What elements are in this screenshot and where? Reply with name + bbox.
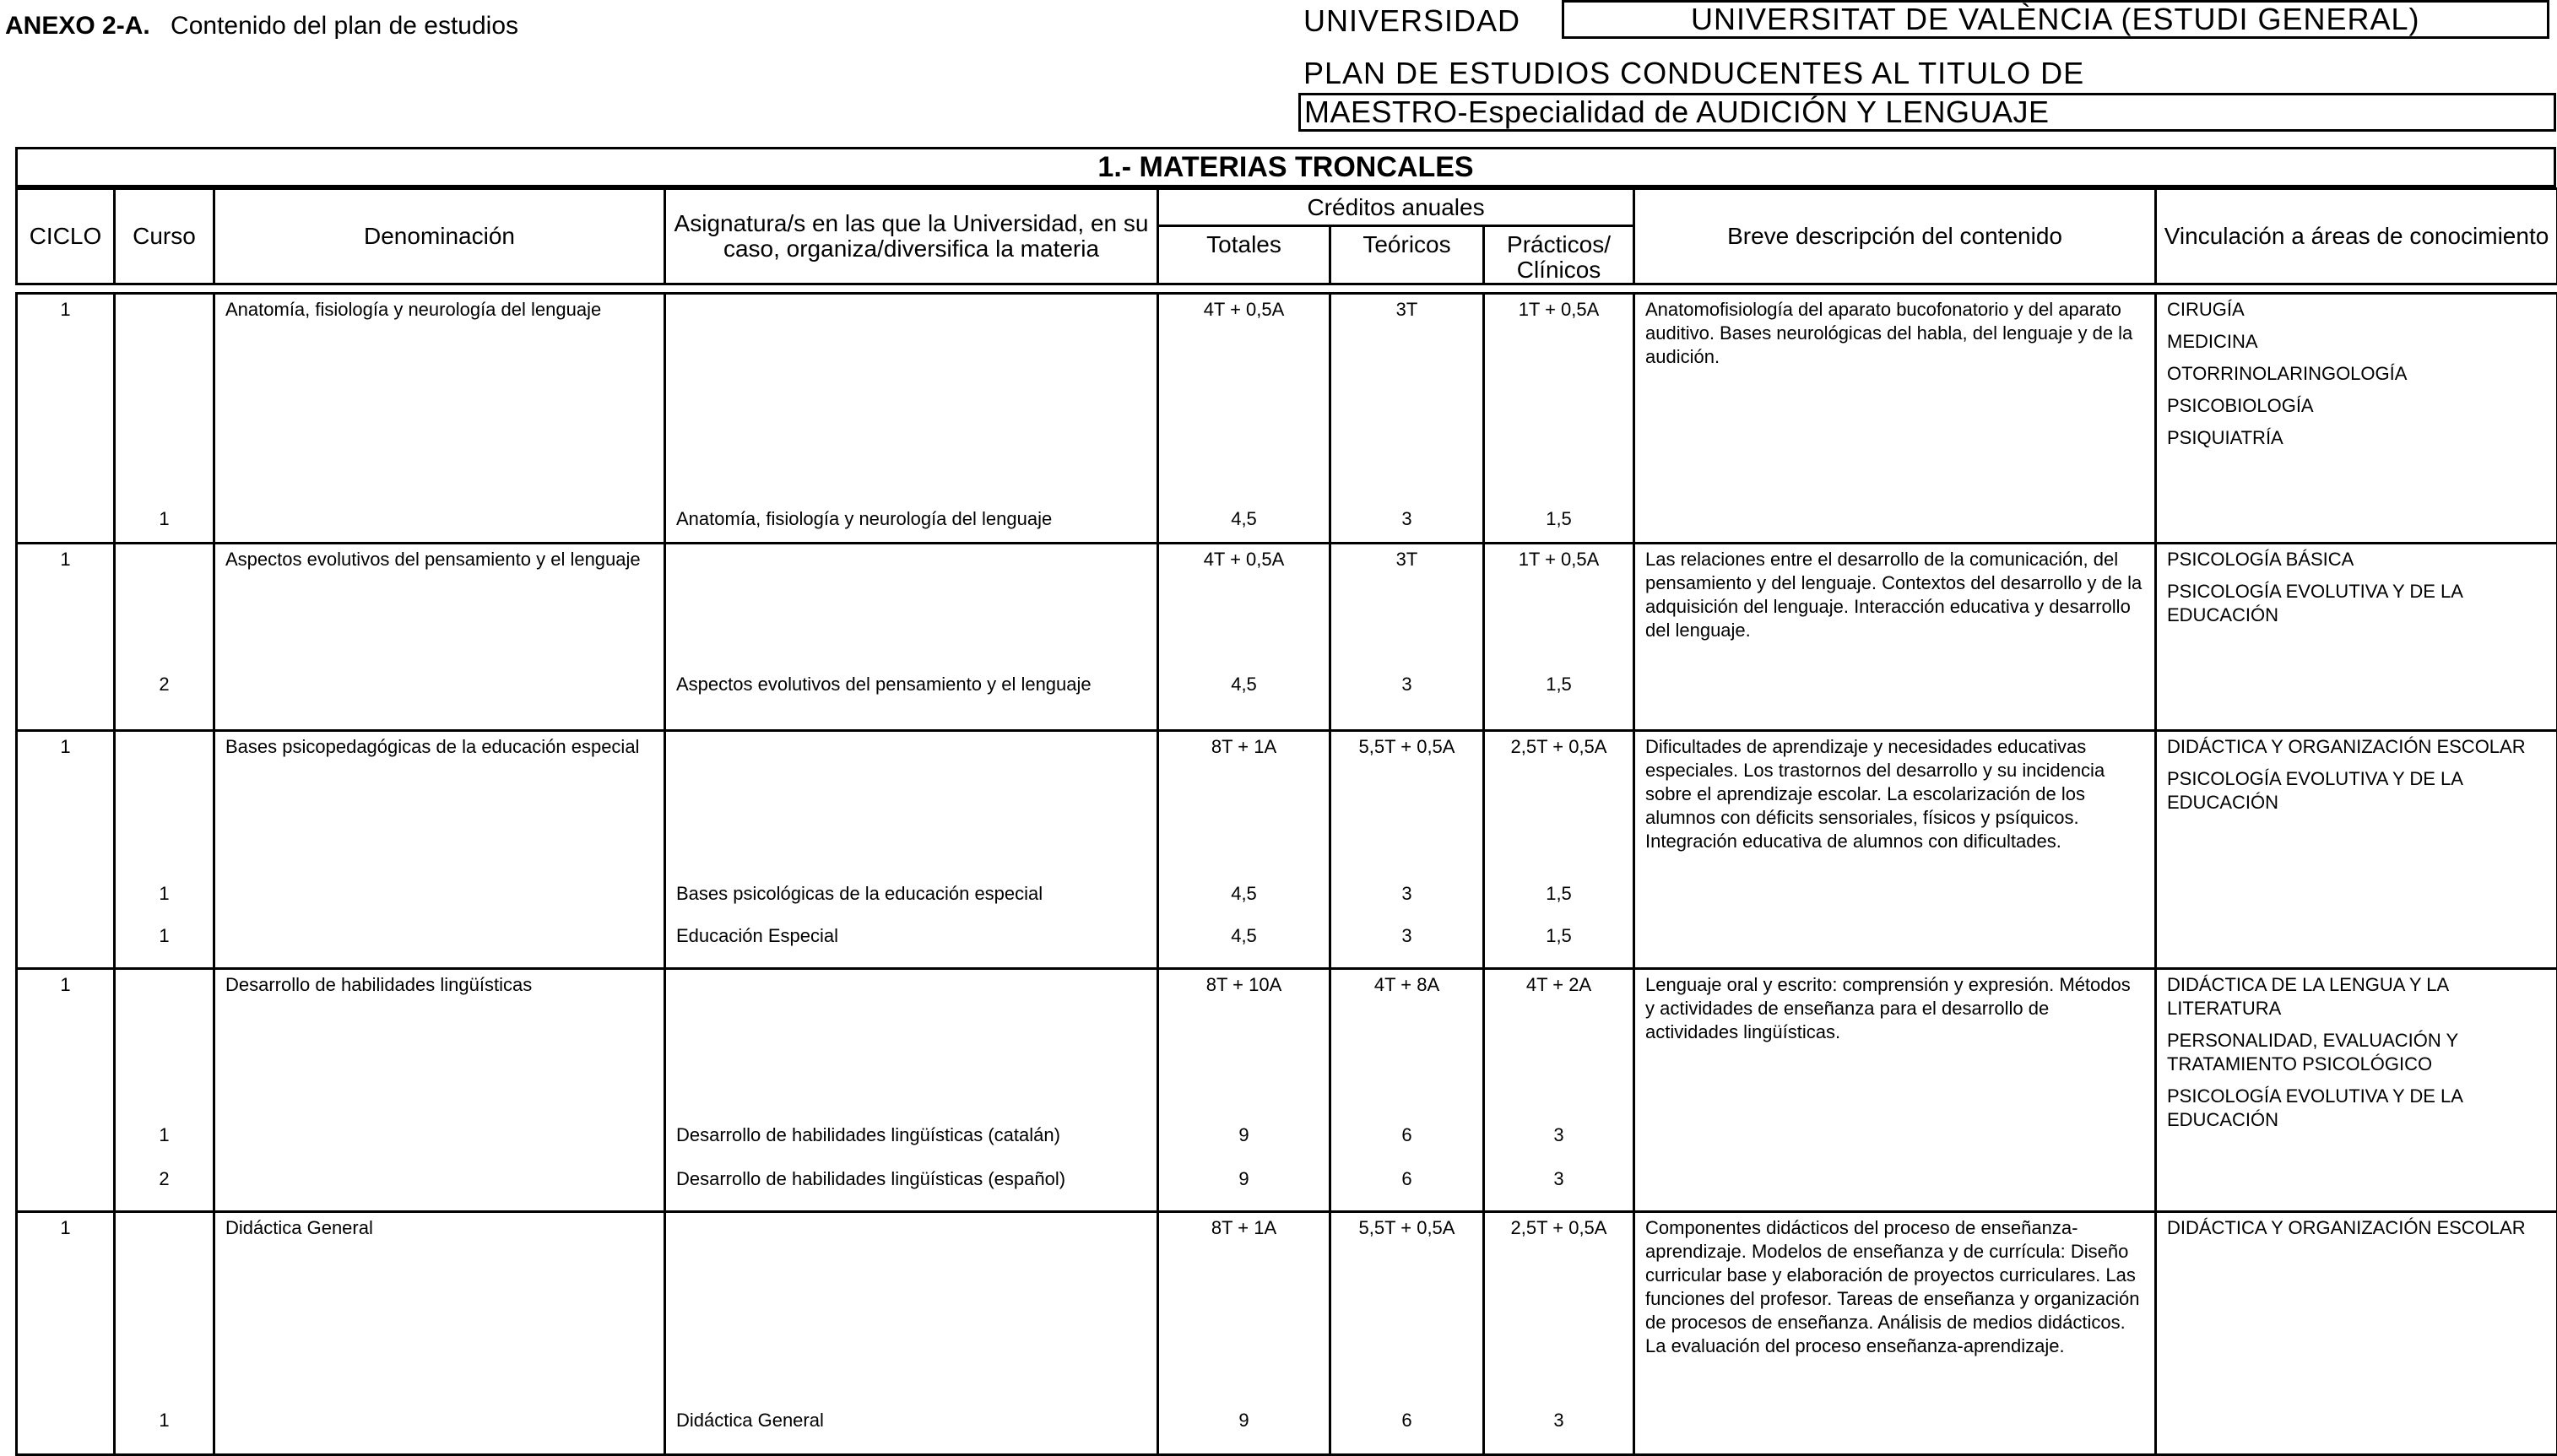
denominacion-cell: Anatomía, fisiología y neurología del lenguaje: [214, 294, 665, 544]
asignatura-nombre: Educación Especial: [676, 924, 1150, 948]
denominacion-cell: Didáctica General: [214, 1212, 665, 1455]
asignatura-curso: 1: [116, 1409, 213, 1432]
denominacion-cell: Aspectos evolutivos del pensamiento y el lenguaje: [214, 544, 665, 731]
teoricos-cell: [1330, 1212, 1484, 1455]
materia-teoricos: 5,5T + 0,5A: [1331, 735, 1482, 759]
materia-row: [17, 544, 2557, 731]
area-item: PSICOLOGÍA BÁSICA: [2167, 548, 2556, 571]
materia-practicos: 2,5T + 0,5A: [1485, 735, 1633, 759]
university-label: UNIVERSIDAD: [1303, 3, 1520, 39]
curso-cell: [115, 294, 214, 544]
areas-cell: [2156, 1212, 2557, 1455]
areas-cell: [2156, 731, 2557, 969]
asignatura-totales: 9: [1159, 1409, 1329, 1432]
practicos-cell: [1484, 969, 1634, 1212]
curso-cell: [115, 731, 214, 969]
asignaturas-cell: [665, 294, 1158, 544]
asignatura-nombre: Aspectos evolutivos del pensamiento y el lenguaje: [676, 673, 1150, 696]
asignatura-curso: 1: [116, 924, 213, 948]
col-creditos: Créditos anuales: [1158, 189, 1634, 226]
asignatura-teoricos: 3: [1331, 507, 1482, 531]
totales-cell: [1158, 969, 1330, 1212]
practicos-cell: [1484, 294, 1634, 544]
asignaturas-cell: [665, 731, 1158, 969]
materia-teoricos: 3T: [1331, 548, 1482, 571]
area-item: DIDÁCTICA Y ORGANIZACIÓN ESCOLAR: [2167, 735, 2556, 759]
materia-teoricos: 3T: [1331, 298, 1482, 322]
materia-totales: 8T + 1A: [1159, 1216, 1329, 1240]
area-item: OTORRINOLARINGOLOGÍA: [2167, 362, 2556, 386]
asignatura-teoricos: 3: [1331, 924, 1482, 948]
area-item: CIRUGÍA: [2167, 298, 2556, 322]
area-item: PSICOBIOLOGÍA: [2167, 394, 2556, 418]
materia-row: [17, 1212, 2557, 1455]
totales-cell: [1158, 294, 1330, 544]
area-item: PSICOLOGÍA EVOLUTIVA Y DE LA EDUCACIÓN: [2167, 1085, 2556, 1132]
area-item: PSICOLOGÍA EVOLUTIVA Y DE LA EDUCACIÓN: [2167, 580, 2556, 627]
denominacion-cell: Desarrollo de habilidades lingüísticas: [214, 969, 665, 1212]
ciclo-cell: 1: [17, 544, 115, 731]
descripcion-cell: Las relaciones entre el desarrollo de la comunicación, del pensamiento y del lenguaje. Contextos del desarrollo y de la adquisición del lenguaje. Interacción educativa y desarrollo del lenguaje.: [1634, 544, 2156, 731]
materia-totales: 8T + 1A: [1159, 735, 1329, 759]
materia-row: [17, 969, 2557, 1212]
ciclo-cell: 1: [17, 294, 115, 544]
asignatura-totales: 9: [1159, 1167, 1329, 1191]
materia-practicos: 1T + 0,5A: [1485, 548, 1633, 571]
asignatura-nombre: Anatomía, fisiología y neurología del lenguaje: [676, 507, 1150, 531]
asignatura-curso: 2: [116, 673, 213, 696]
area-item: MEDICINA: [2167, 330, 2556, 354]
materia-row: [17, 294, 2557, 544]
curso-cell: [115, 1212, 214, 1455]
asignatura-curso: 1: [116, 1123, 213, 1147]
materia-totales: 4T + 0,5A: [1159, 548, 1329, 571]
section-title: 1.- MATERIAS TRONCALES: [15, 147, 2556, 187]
col-asignaturas: Asignatura/s en las que la Universidad, en su caso, organiza/diversifica la materia: [665, 189, 1158, 284]
teoricos-cell: [1330, 544, 1484, 731]
materia-practicos: 1T + 0,5A: [1485, 298, 1633, 322]
asignaturas-cell: [665, 969, 1158, 1212]
asignatura-teoricos: 3: [1331, 882, 1482, 906]
descripcion-cell: Dificultades de aprendizaje y necesidades educativas especiales. Los trastornos del desarrollo y su incidencia sobre el aprendizaje escolar. La escolarización de los alumnos con déficits sensoriales, físicos y psíquicos. Integración educativa de alumnos con dificultades.: [1634, 731, 2156, 969]
column-header-table: [15, 187, 2557, 285]
asignaturas-cell: [665, 1212, 1158, 1455]
asignatura-nombre: Desarrollo de habilidades lingüísticas (español): [676, 1167, 1150, 1191]
asignatura-totales: 9: [1159, 1123, 1329, 1147]
materia-teoricos: 5,5T + 0,5A: [1331, 1216, 1482, 1240]
annex-label: ANEXO 2-A.: [5, 12, 150, 40]
materia-row: [17, 731, 2557, 969]
curso-cell: [115, 969, 214, 1212]
materia-practicos: 4T + 2A: [1485, 973, 1633, 997]
asignatura-practicos: 3: [1485, 1409, 1633, 1432]
descripcion-cell: Lenguaje oral y escrito: comprensión y expresión. Métodos y actividades de enseñanza para el desarrollo de actividades lingüísticas.: [1634, 969, 2156, 1212]
col-totales: Totales: [1158, 226, 1330, 284]
teoricos-cell: [1330, 731, 1484, 969]
asignatura-practicos: 1,5: [1485, 673, 1633, 696]
materias-table: [15, 292, 2557, 1456]
ciclo-cell: 1: [17, 731, 115, 969]
col-denominacion: Denominación: [214, 189, 665, 284]
asignatura-teoricos: 6: [1331, 1167, 1482, 1191]
teoricos-cell: [1330, 969, 1484, 1212]
asignatura-practicos: 3: [1485, 1123, 1633, 1147]
annex-heading: [5, 12, 518, 41]
descripcion-cell: Componentes didácticos del proceso de enseñanza-aprendizaje. Modelos de enseñanza y de currícula: Diseño curricular base y elaboración de proyectos curriculares. Las funciones del profesor. Tareas de enseñanza y organización de procesos de enseñanza. Análisis de medios didácticos. La evaluación del proceso enseñanza-aprendizaje.: [1634, 1212, 2156, 1455]
asignatura-nombre: Bases psicológicas de la educación especial: [676, 882, 1150, 906]
denominacion-cell: Bases psicopedagógicas de la educación especial: [214, 731, 665, 969]
asignatura-practicos: 3: [1485, 1167, 1633, 1191]
asignatura-teoricos: 3: [1331, 673, 1482, 696]
asignatura-curso: 2: [116, 1167, 213, 1191]
practicos-cell: [1484, 1212, 1634, 1455]
materia-totales: 4T + 0,5A: [1159, 298, 1329, 322]
asignatura-totales: 4,5: [1159, 882, 1329, 906]
totales-cell: [1158, 1212, 1330, 1455]
areas-cell: [2156, 544, 2557, 731]
area-item: PSICOLOGÍA EVOLUTIVA Y DE LA EDUCACIÓN: [2167, 767, 2556, 815]
asignatura-practicos: 1,5: [1485, 924, 1633, 948]
asignatura-practicos: 1,5: [1485, 507, 1633, 531]
asignatura-teoricos: 6: [1331, 1123, 1482, 1147]
ciclo-cell: 1: [17, 1212, 115, 1455]
col-descripcion: Breve descripción del contenido: [1634, 189, 2156, 284]
col-practicos: Prácticos/ Clínicos: [1484, 226, 1634, 284]
practicos-cell: [1484, 544, 1634, 731]
asignatura-nombre: Desarrollo de habilidades lingüísticas (catalán): [676, 1123, 1150, 1147]
practicos-cell: [1484, 731, 1634, 969]
totales-cell: [1158, 544, 1330, 731]
materia-practicos: 2,5T + 0,5A: [1485, 1216, 1633, 1240]
asignaturas-cell: [665, 544, 1158, 731]
annex-text: Contenido del plan de estudios: [171, 12, 518, 40]
asignatura-teoricos: 6: [1331, 1409, 1482, 1432]
area-item: PSIQUIATRÍA: [2167, 426, 2556, 450]
materia-totales: 8T + 10A: [1159, 973, 1329, 997]
teoricos-cell: [1330, 294, 1484, 544]
col-teoricos: Teóricos: [1330, 226, 1484, 284]
asignatura-curso: 1: [116, 507, 213, 531]
curso-cell: [115, 544, 214, 731]
plan-label: PLAN DE ESTUDIOS CONDUCENTES AL TITULO DE: [1303, 56, 2084, 91]
degree-title: MAESTRO-Especialidad de AUDICIÓN Y LENGUAJE: [1298, 93, 2556, 132]
totales-cell: [1158, 731, 1330, 969]
asignatura-curso: 1: [116, 882, 213, 906]
university-name: UNIVERSITAT DE VALÈNCIA (ESTUDI GENERAL): [1562, 0, 2549, 39]
materia-teoricos: 4T + 8A: [1331, 973, 1482, 997]
area-item: DIDÁCTICA Y ORGANIZACIÓN ESCOLAR: [2167, 1216, 2556, 1240]
asignatura-totales: 4,5: [1159, 673, 1329, 696]
col-areas: Vinculación a áreas de conocimiento: [2156, 189, 2557, 284]
ciclo-cell: 1: [17, 969, 115, 1212]
asignatura-totales: 4,5: [1159, 924, 1329, 948]
asignatura-nombre: Didáctica General: [676, 1409, 1150, 1432]
asignatura-practicos: 1,5: [1485, 882, 1633, 906]
col-ciclo: CICLO: [17, 189, 115, 284]
descripcion-cell: Anatomofisiología del aparato bucofonatorio y del aparato auditivo. Bases neurológicas del habla, del lenguaje y de la audición.: [1634, 294, 2156, 544]
col-curso: Curso: [115, 189, 214, 284]
asignatura-totales: 4,5: [1159, 507, 1329, 531]
areas-cell: [2156, 969, 2557, 1212]
areas-cell: [2156, 294, 2557, 544]
area-item: PERSONALIDAD, EVALUACIÓN Y TRATAMIENTO PSICOLÓGICO: [2167, 1029, 2556, 1076]
area-item: DIDÁCTICA DE LA LENGUA Y LA LITERATURA: [2167, 973, 2556, 1020]
